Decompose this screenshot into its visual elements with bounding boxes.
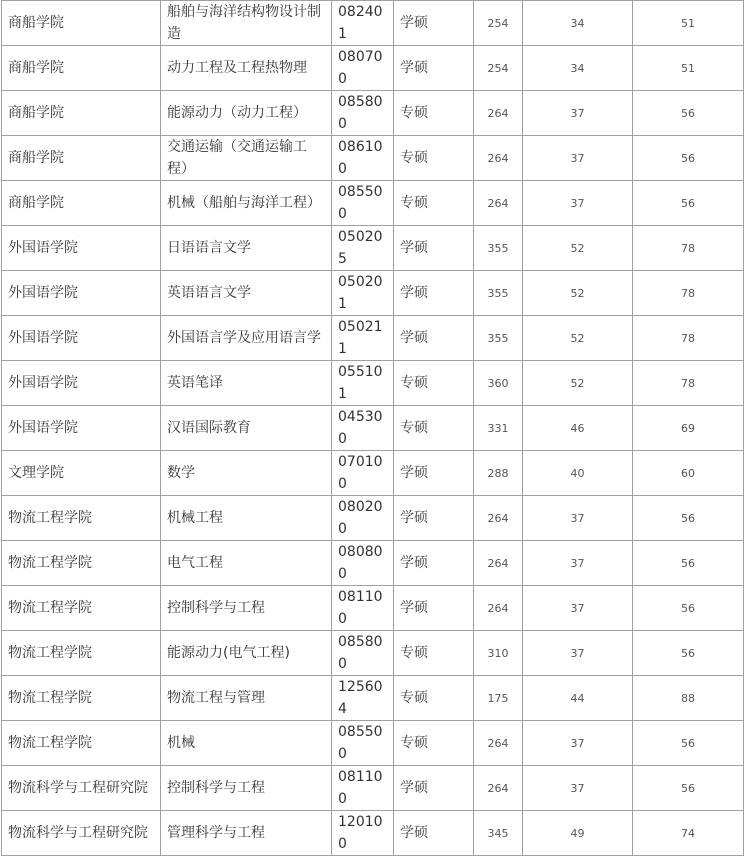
major-cell: 物流工程与管理 <box>161 676 332 721</box>
total-score-cell: 264 <box>474 136 523 181</box>
table-row <box>2 631 744 676</box>
single-subject-score-b-cell: 56 <box>633 91 744 136</box>
major-cell: 外国语言学及应用语言学 <box>161 316 332 361</box>
college-cell: 物流工程学院 <box>2 541 161 586</box>
table-row <box>2 541 744 586</box>
major-code-cell: 082401 <box>332 1 394 46</box>
degree-type-cell: 专硕 <box>394 631 474 676</box>
major-cell: 机械 <box>161 721 332 766</box>
major-code-cell: 081100 <box>332 766 394 811</box>
major-code-cell: 125604 <box>332 676 394 721</box>
degree-type-cell: 学硕 <box>394 271 474 316</box>
single-subject-score-b-cell: 51 <box>633 46 744 91</box>
college-cell: 物流工程学院 <box>2 586 161 631</box>
major-code-cell: 085500 <box>332 181 394 226</box>
table-body <box>2 1 744 856</box>
single-subject-score-b-cell: 56 <box>633 181 744 226</box>
major-code-cell: 050205 <box>332 226 394 271</box>
table-row <box>2 451 744 496</box>
table-row <box>2 181 744 226</box>
single-subject-score-b-cell: 74 <box>633 811 744 856</box>
college-cell: 外国语学院 <box>2 406 161 451</box>
total-score-cell: 310 <box>474 631 523 676</box>
total-score-cell: 331 <box>474 406 523 451</box>
major-cell: 电气工程 <box>161 541 332 586</box>
degree-type-cell: 学硕 <box>394 766 474 811</box>
major-code-cell: 080800 <box>332 541 394 586</box>
college-cell: 物流工程学院 <box>2 496 161 541</box>
table-row <box>2 91 744 136</box>
college-cell: 物流科学与工程研究院 <box>2 811 161 856</box>
single-subject-score-a-cell: 37 <box>523 91 633 136</box>
total-score-cell: 264 <box>474 766 523 811</box>
single-subject-score-a-cell: 52 <box>523 271 633 316</box>
degree-type-cell: 学硕 <box>394 316 474 361</box>
major-code-cell: 085800 <box>332 91 394 136</box>
table-row <box>2 721 744 766</box>
major-cell: 交通运输（交通运输工程） <box>161 136 332 181</box>
major-cell: 机械工程 <box>161 496 332 541</box>
single-subject-score-b-cell: 78 <box>633 226 744 271</box>
major-cell: 机械（船舶与海洋工程） <box>161 181 332 226</box>
major-code-cell: 055101 <box>332 361 394 406</box>
single-subject-score-a-cell: 46 <box>523 406 633 451</box>
single-subject-score-a-cell: 52 <box>523 226 633 271</box>
major-cell: 汉语国际教育 <box>161 406 332 451</box>
college-cell: 外国语学院 <box>2 226 161 271</box>
college-cell: 外国语学院 <box>2 271 161 316</box>
total-score-cell: 355 <box>474 271 523 316</box>
total-score-cell: 175 <box>474 676 523 721</box>
table-row <box>2 316 744 361</box>
college-cell: 商船学院 <box>2 91 161 136</box>
degree-type-cell: 专硕 <box>394 91 474 136</box>
major-cell: 管理科学与工程 <box>161 811 332 856</box>
table-row <box>2 136 744 181</box>
score-table <box>1 0 744 856</box>
college-cell: 商船学院 <box>2 181 161 226</box>
college-cell: 外国语学院 <box>2 361 161 406</box>
single-subject-score-b-cell: 56 <box>633 586 744 631</box>
table-row <box>2 361 744 406</box>
table-row <box>2 271 744 316</box>
single-subject-score-a-cell: 34 <box>523 1 633 46</box>
college-cell: 商船学院 <box>2 136 161 181</box>
degree-type-cell: 专硕 <box>394 361 474 406</box>
total-score-cell: 264 <box>474 91 523 136</box>
table-row <box>2 46 744 91</box>
major-cell: 动力工程及工程热物理 <box>161 46 332 91</box>
major-code-cell: 081100 <box>332 586 394 631</box>
total-score-cell: 355 <box>474 226 523 271</box>
single-subject-score-a-cell: 37 <box>523 766 633 811</box>
total-score-cell: 264 <box>474 586 523 631</box>
total-score-cell: 345 <box>474 811 523 856</box>
college-cell: 物流工程学院 <box>2 676 161 721</box>
degree-type-cell: 专硕 <box>394 181 474 226</box>
single-subject-score-a-cell: 37 <box>523 136 633 181</box>
single-subject-score-a-cell: 37 <box>523 586 633 631</box>
single-subject-score-b-cell: 78 <box>633 361 744 406</box>
college-cell: 文理学院 <box>2 451 161 496</box>
major-cell: 英语语言文学 <box>161 271 332 316</box>
single-subject-score-b-cell: 78 <box>633 271 744 316</box>
table-row <box>2 676 744 721</box>
total-score-cell: 264 <box>474 496 523 541</box>
single-subject-score-b-cell: 56 <box>633 541 744 586</box>
major-code-cell: 045300 <box>332 406 394 451</box>
single-subject-score-a-cell: 37 <box>523 541 633 586</box>
major-code-cell: 050201 <box>332 271 394 316</box>
degree-type-cell: 学硕 <box>394 226 474 271</box>
single-subject-score-a-cell: 52 <box>523 361 633 406</box>
major-code-cell: 080200 <box>332 496 394 541</box>
single-subject-score-b-cell: 60 <box>633 451 744 496</box>
degree-type-cell: 专硕 <box>394 406 474 451</box>
single-subject-score-b-cell: 78 <box>633 316 744 361</box>
single-subject-score-a-cell: 40 <box>523 451 633 496</box>
major-code-cell: 085500 <box>332 721 394 766</box>
single-subject-score-a-cell: 37 <box>523 496 633 541</box>
single-subject-score-b-cell: 51 <box>633 1 744 46</box>
single-subject-score-b-cell: 56 <box>633 496 744 541</box>
table-row <box>2 226 744 271</box>
total-score-cell: 360 <box>474 361 523 406</box>
major-cell: 英语笔译 <box>161 361 332 406</box>
degree-type-cell: 专硕 <box>394 136 474 181</box>
single-subject-score-a-cell: 34 <box>523 46 633 91</box>
total-score-cell: 264 <box>474 721 523 766</box>
major-code-cell: 085800 <box>332 631 394 676</box>
major-code-cell: 070100 <box>332 451 394 496</box>
major-cell: 控制科学与工程 <box>161 586 332 631</box>
table-row <box>2 811 744 856</box>
degree-type-cell: 学硕 <box>394 541 474 586</box>
table-row <box>2 406 744 451</box>
major-code-cell: 086100 <box>332 136 394 181</box>
total-score-cell: 355 <box>474 316 523 361</box>
college-cell: 物流工程学院 <box>2 631 161 676</box>
table-row <box>2 1 744 46</box>
degree-type-cell: 学硕 <box>394 586 474 631</box>
single-subject-score-a-cell: 37 <box>523 631 633 676</box>
single-subject-score-a-cell: 49 <box>523 811 633 856</box>
major-code-cell: 080700 <box>332 46 394 91</box>
degree-type-cell: 学硕 <box>394 451 474 496</box>
college-cell: 物流科学与工程研究院 <box>2 766 161 811</box>
major-cell: 船舶与海洋结构物设计制造 <box>161 1 332 46</box>
total-score-cell: 254 <box>474 1 523 46</box>
major-cell: 控制科学与工程 <box>161 766 332 811</box>
table-row <box>2 586 744 631</box>
single-subject-score-a-cell: 52 <box>523 316 633 361</box>
college-cell: 商船学院 <box>2 46 161 91</box>
major-cell: 能源动力（动力工程） <box>161 91 332 136</box>
major-cell: 数学 <box>161 451 332 496</box>
single-subject-score-a-cell: 37 <box>523 721 633 766</box>
total-score-cell: 264 <box>474 541 523 586</box>
college-cell: 外国语学院 <box>2 316 161 361</box>
single-subject-score-b-cell: 88 <box>633 676 744 721</box>
major-cell: 日语语言文学 <box>161 226 332 271</box>
college-cell: 商船学院 <box>2 1 161 46</box>
degree-type-cell: 专硕 <box>394 721 474 766</box>
major-cell: 能源动力(电气工程) <box>161 631 332 676</box>
single-subject-score-a-cell: 37 <box>523 181 633 226</box>
single-subject-score-b-cell: 56 <box>633 136 744 181</box>
single-subject-score-b-cell: 56 <box>633 766 744 811</box>
single-subject-score-a-cell: 44 <box>523 676 633 721</box>
degree-type-cell: 学硕 <box>394 496 474 541</box>
total-score-cell: 254 <box>474 46 523 91</box>
table-row <box>2 766 744 811</box>
single-subject-score-b-cell: 56 <box>633 721 744 766</box>
degree-type-cell: 学硕 <box>394 1 474 46</box>
major-code-cell: 050211 <box>332 316 394 361</box>
major-code-cell: 120100 <box>332 811 394 856</box>
degree-type-cell: 学硕 <box>394 811 474 856</box>
single-subject-score-b-cell: 69 <box>633 406 744 451</box>
degree-type-cell: 学硕 <box>394 46 474 91</box>
table-row <box>2 496 744 541</box>
degree-type-cell: 专硕 <box>394 676 474 721</box>
total-score-cell: 288 <box>474 451 523 496</box>
college-cell: 物流工程学院 <box>2 721 161 766</box>
total-score-cell: 264 <box>474 181 523 226</box>
single-subject-score-b-cell: 56 <box>633 631 744 676</box>
